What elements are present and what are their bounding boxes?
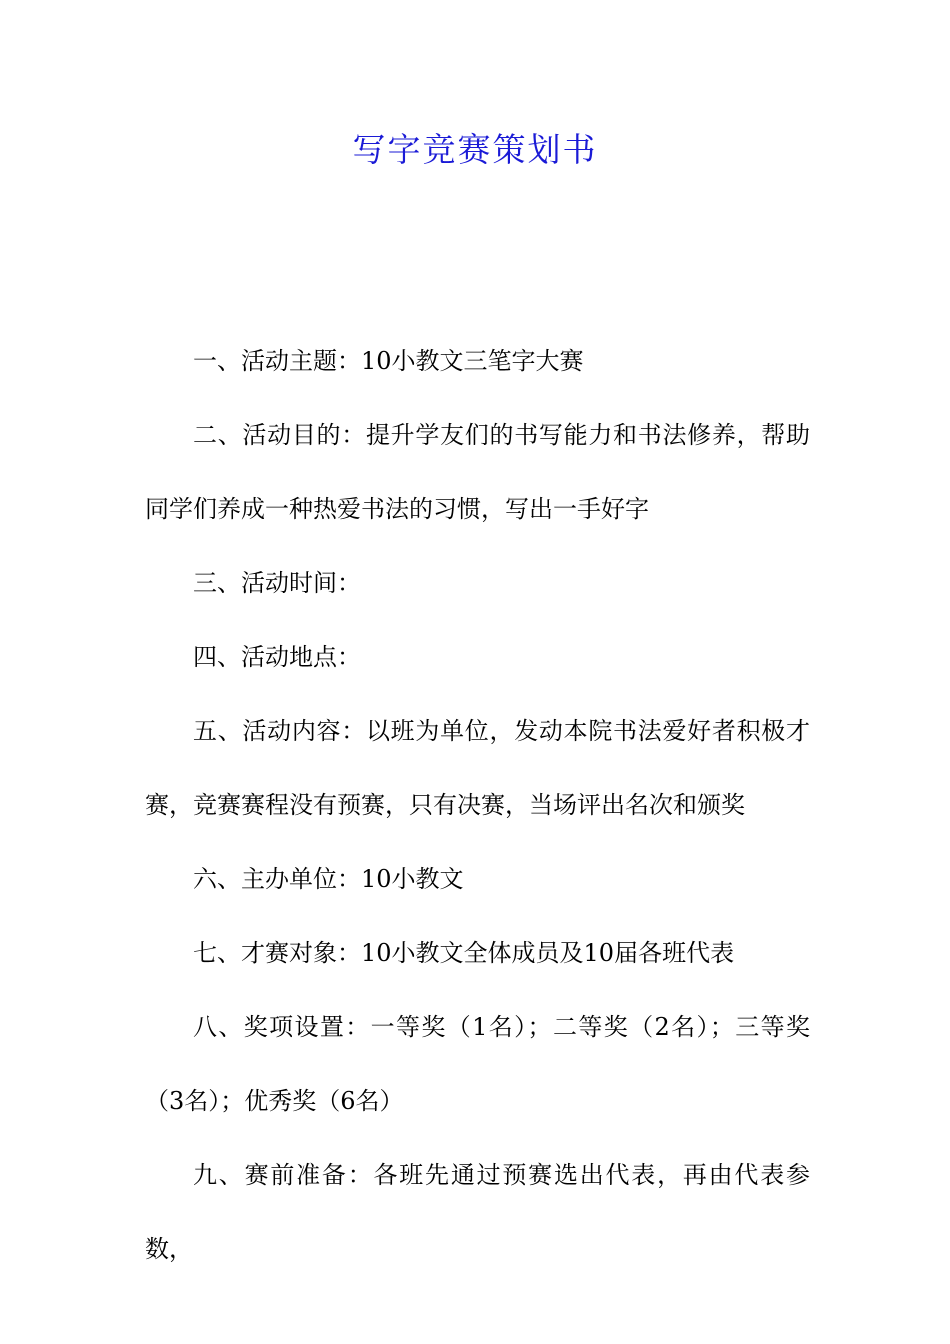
paragraph-preparation: 九、赛前准备：各班先通过预赛选出代表，再由代表参数，: [145, 1161, 810, 1263]
paragraph-location: 四、活动地点：: [193, 643, 361, 671]
paragraph-participants: 七、才赛对象：10小教文全体成员及10届各班代表: [193, 939, 735, 967]
paragraph-purpose: 二、活动目的：提升学友们的书写能力和书法修养，帮助同学们养成一种热爱书法的习惯，写出一手好字: [145, 421, 810, 523]
paragraph-awards: 八、奖项设置：一等奖（1名）；二等奖（2名）；三等奖（3名）；优秀奖（6名）: [145, 1013, 810, 1115]
document-body: [145, 324, 810, 1286]
document-title: 写字竞赛策划书: [352, 130, 598, 169]
paragraph-organizer: 六、主办单位：10小教文: [193, 865, 464, 893]
paragraph-content: 五、活动内容：以班为单位，发动本院书法爱好者积极才赛，竞赛赛程没有预赛，只有决赛，当场评出名次和颁奖: [145, 717, 810, 819]
paragraph-theme: 一、活动主题：10小教文三笔字大赛: [193, 347, 584, 375]
paragraph-time: 三、活动时间：: [193, 569, 361, 597]
